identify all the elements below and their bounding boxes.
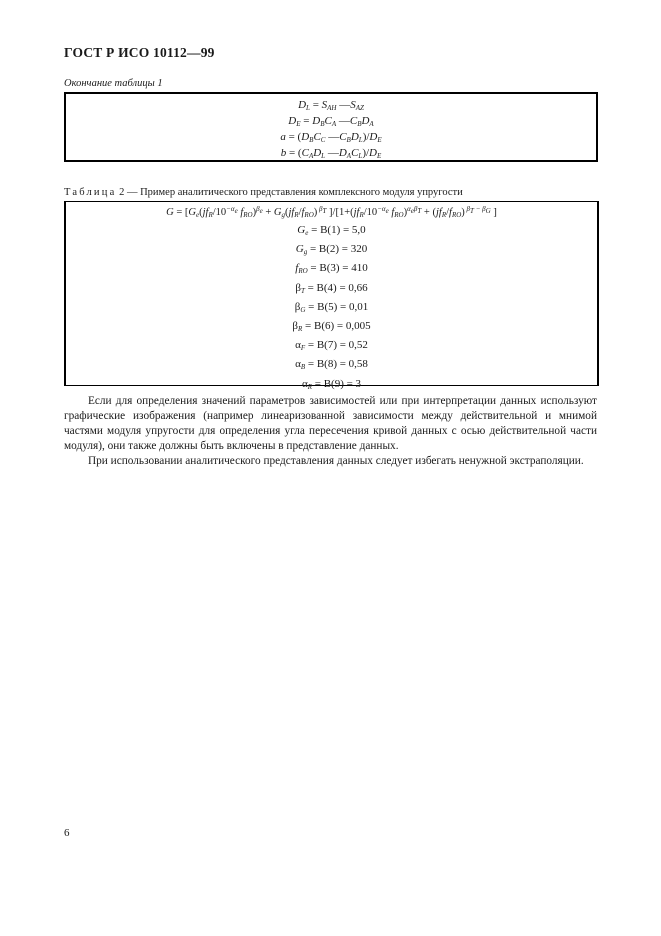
param-row: $\alpha_F = B(7) = 0,52$ (295, 339, 368, 353)
formula-a: $a = (D_BC_C$ $—C_BD_L)/D_E$ (280, 131, 382, 144)
table2-caption-prefix: Таблица (64, 187, 117, 198)
page-number: 6 (64, 827, 70, 839)
table2-caption-text: — Пример аналитического представления комплексного модуля упругости (126, 187, 463, 198)
param-row: $\alpha_B = B(8) = 0,58$ (295, 358, 368, 372)
table2-caption (64, 187, 463, 198)
paragraph: Если для определения значений параметров зависимостей или при интерпретации данных используют графические изображения (например линеаризованной зависимости между действительной и мнимой частями модуля упругости для определения угла пересечения кривой данных с осью действительной части модуля), они также должны быть включены в представление данных. (64, 395, 597, 452)
param-row: $G_e = B(1) = 5,0$ (297, 224, 366, 237)
param-row: $\beta_G = B(5) = 0,01$ (294, 300, 369, 314)
table2-complex-modulus (64, 201, 599, 391)
paragraph: При использовании аналитического представления данных следует избегать ненужной экстраполяции. (88, 455, 584, 467)
table1-continuation-caption: Окончание таблицы 1 (64, 78, 163, 89)
formula-dl: $D_L = S_{AH}$ $—S_{AZ}$ (298, 99, 364, 112)
param-row: $G_g = B(2) = 320$ (295, 243, 368, 257)
param-row: $\alpha_R = B(9) = 3$ (301, 377, 362, 391)
param-row: $\beta_T = B(4) = 0,66$ (295, 281, 368, 295)
body-text (64, 394, 597, 469)
formula-de: $D_E = D_BC_A$ $—C_BD_A$ (288, 115, 374, 128)
formula-b: $b = (C_AD_L$ $—D_AC_L)/D_E$ (280, 147, 382, 160)
table2-caption-number: 2 (119, 187, 125, 198)
table1-end (64, 92, 598, 162)
main-equation: $G = [G_e(jf_R/10^{-\alpha_e}$ $f_{RO})^{\beta_e} + G_g(jf_R/f_{RO})$ $^{\beta_T}$ ]$/[1+(jf_R/10^{-\alpha_e}$ $f_{RO})^{\alpha_e\beta_T} + (jf_R/f_{RO})$ $^{\beta_T - \beta_G}$ ] (166, 205, 497, 219)
standard-code-header: ГОСТ Р ИСО 10112—99 (64, 45, 215, 60)
param-row: $\beta_R = B(6) = 0,005$ (292, 320, 371, 334)
param-row: $f_{RO} = B(3) = 410$ (295, 262, 368, 276)
